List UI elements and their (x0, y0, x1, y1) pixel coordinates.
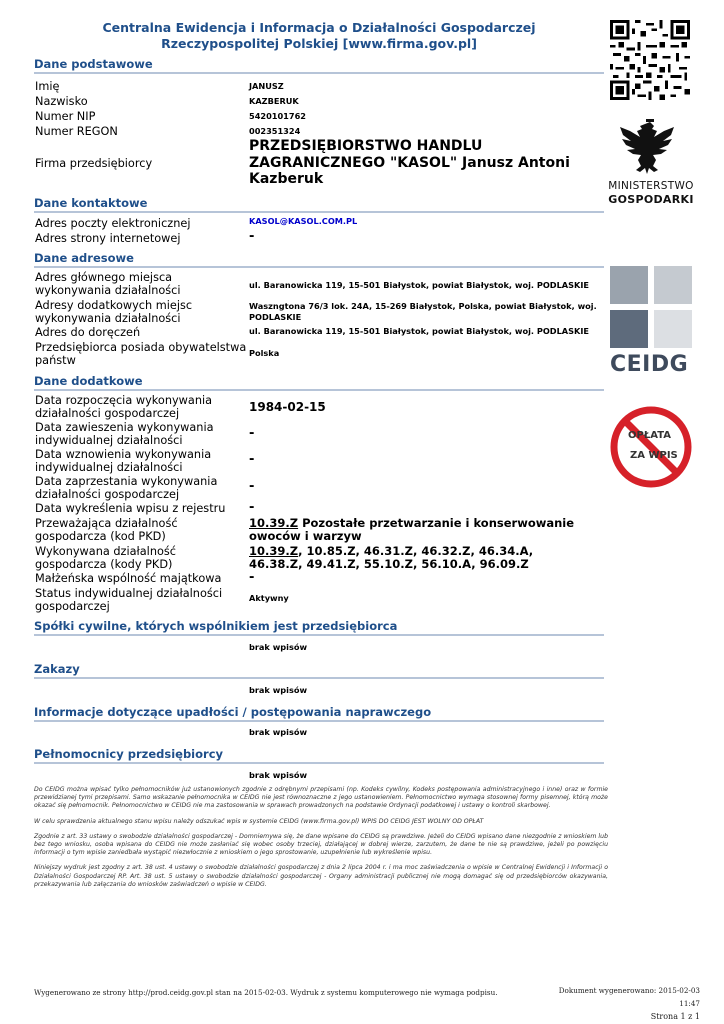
citizenship-value: Polska (249, 348, 280, 358)
start-date-value: 1984-02-15 (249, 400, 326, 414)
no-fee-sign-icon (608, 404, 694, 490)
qr-code-icon (610, 20, 690, 100)
www-label: Adres strony internetowej (35, 232, 181, 245)
resume-date-value: - (249, 452, 255, 467)
ceidg-logo-text: CEIDG (610, 352, 689, 377)
ministry-line-1: MINISTERSTWO (608, 180, 694, 192)
header-line-2: Rzeczypospolitej Polskiej [www.firma.gov.pl] (161, 36, 477, 51)
end-date-label: Data zaprzestania wykonywania działalności gospodarczej (35, 475, 218, 501)
first-name-value: JANUSZ (249, 81, 284, 91)
footer-generated-at: Dokument wygenerowano: 2015-02-03 11:47 (558, 986, 700, 1008)
regon-label: Numer REGON (35, 125, 118, 138)
delivery-address-value: ul. Baranowicka 119, 15-501 Białystok, powiat Białystok, woj. PODLASKIE (249, 326, 590, 336)
legal-note: Do CEIDG można wpisać tylko pełnomocników już ustanowionych zgodnie z odrębnymi przepisami (np. Kodeks cywilny, Kodeks postępowania administracyjnego i inne) oraz w formie przewidzianej tymi przepisami. Samo wskazanie pełnomocnika w CEIDG nie jest równoznaczne z jego ustanowieniem. Pełnomocnictwo wymaga stosownej formy pisemnej, którą może okazać się pełnomocnik. Pełnomocnictwo w CEIDG nie ma zastosowania w sprawach prowadzonych na podstawie Ordynacji podatkowej i ustawy o kontroli skarbowej. (34, 786, 608, 810)
marital-value: - (249, 570, 255, 585)
section-bankruptcy-title: Informacje dotyczące upadłości / postępowania naprawczego (34, 705, 604, 722)
main-pkd-code[interactable]: 10.39.Z (249, 516, 299, 530)
marital-label: Małżeńska wspólność majątkowa (35, 572, 222, 585)
suspend-date-value: - (249, 426, 255, 441)
polish-eagle-icon (620, 118, 680, 180)
document-header (34, 20, 604, 52)
pkd-list-label: Wykonywana działalność gospodarcza (kody PKD) (35, 545, 176, 571)
www-value: - (249, 229, 255, 244)
section-contact-title: Dane kontaktowe (34, 196, 604, 213)
proxies-value: brak wpisów (249, 770, 308, 780)
main-pkd-value (249, 517, 607, 543)
legal-note: W celu sprawdzenia aktualnego stanu wpisu należy odszukać wpis w systemie CEIDG (www.firma.gov.pl) WPIS DO CEIDG JEST WOLNY OD OPŁAT (34, 817, 484, 825)
section-address-title: Dane adresowe (34, 251, 604, 268)
no-fee-line-1: OPŁATA (628, 430, 671, 441)
section-basic-title: Dane podstawowe (34, 57, 604, 74)
section-proxies-title: Pełnomocnicy przedsiębiorcy (34, 747, 604, 764)
legal-note: Niniejszy wydruk jest zgodny z art. 38 ust. 4 ustawy o swobodzie działalności gospodarczej z dnia 2 lipca 2004 r. i ma moc zaświadczenia o wpisie w Centralnej Ewidencji i Informacji o Działalności Gospodarczej RP. Art. 38 ust. 5 ustawy o swobodzie działalności gospodarczej - Organy administracji publicznej nie mogą domagać się od przedsiębiorców okazywania, przekazywania lub załączania do wniosków zaświadczeń o wpisie w CEIDG. (34, 864, 608, 888)
main-pkd-label: Przeważająca działalność gospodarcza (kod PKD) (35, 517, 178, 543)
company-label: Firma przedsiębiorcy (35, 157, 153, 170)
page-number: Strona 1 z 1 (650, 1012, 700, 1021)
pkd-list-value (249, 545, 579, 571)
status-label: Status indywidualnej działalności gospodarczej (35, 587, 223, 613)
ministry-line-2: GOSPODARKI (608, 193, 694, 206)
status-value: Aktywny (249, 593, 289, 603)
start-date-label: Data rozpoczęcia wykonywania działalności gospodarczej (35, 394, 213, 420)
email-label: Adres poczty elektronicznej (35, 217, 191, 230)
section-bans-title: Zakazy (34, 662, 604, 679)
first-name-label: Imię (35, 80, 60, 93)
main-pkd-description: Pozostałe przetwarzanie i konserwowanie owoców i warzyw (249, 516, 575, 543)
partnerships-value: brak wpisów (249, 642, 308, 652)
pkd-rest-codes: , 10.85.Z, 46.31.Z, 46.32.Z, 46.34.A, 46.38.Z, 49.41.Z, 55.10.Z, 56.10.A, 96.09.Z (249, 544, 534, 571)
footer-meta (540, 984, 700, 1023)
ministry-logo (608, 180, 694, 206)
regon-value: 002351324 (249, 126, 301, 136)
extra-address-value: Waszngtona 76/3 lok. 24A, 15-269 Białystok, Polska, powiat Białystok, woj. PODLASKIE (249, 301, 597, 322)
end-date-value: - (249, 479, 255, 494)
last-name-value: KAZBERUK (249, 96, 299, 106)
email-value[interactable]: KASOL@KASOL.COM.PL (249, 216, 358, 226)
pkd-first-code[interactable]: 10.39.Z (249, 544, 299, 558)
suspend-date-label: Data zawieszenia wykonywania indywidualnej działalności (35, 421, 214, 447)
last-name-label: Nazwisko (35, 95, 88, 108)
company-value: PRZEDSIĘBIORSTWO HANDLU ZAGRANICZNEGO "KASOL" Janusz Antoni Kazberuk (249, 138, 570, 187)
deletion-date-label: Data wykreślenia wpisu z rejestru (35, 502, 226, 515)
section-partnerships-title: Spółki cywilne, których wspólnikiem jest przedsiębiorca (34, 619, 604, 636)
legal-notes (34, 786, 608, 896)
bans-value: brak wpisów (249, 685, 308, 695)
legal-note: Zgodnie z art. 33 ustawy o swobodzie działalności gospodarczej - Domniemywa się, że dane wpisane do CEIDG są prawdziwe. Jeżeli do CEIDG wpisano dane niezgodnie z wnioskiem lub bez tego wniosku, osoba wpisana do CEIDG nie może zasłaniać się wobec osoby trzeciej, działającej w dobrej wierze, zarzutem, że dane te nie są prawdziwe, jeżeli po powzięciu informacji o tym wpisie zaniedbała wystąpić niezwłocznie z wnioskiem o jego sprostowanie, uzupełnienie lub wykreślenie wpisu. (34, 832, 608, 857)
no-fee-line-2: ZA WPIS (630, 450, 678, 461)
footer-generated-from: Wygenerowano ze strony http://prod.ceidg.gov.pl stan na 2015-02-03. Wydruk z systemu komputerowego nie wymaga podpisu. (34, 988, 498, 997)
main-address-value: ul. Baranowicka 119, 15-501 Białystok, powiat Białystok, woj. PODLASKIE (249, 280, 590, 290)
resume-date-label: Data wznowienia wykonywania indywidualnej działalności (35, 448, 212, 474)
section-additional-title: Dane dodatkowe (34, 374, 604, 391)
extra-address-label: Adresy dodatkowych miejsc wykonywania działalności (35, 299, 193, 325)
header-line-1: Centralna Ewidencja i Informacja o Działalności Gospodarczej (102, 20, 536, 35)
deletion-date-value: - (249, 500, 255, 515)
main-address-label: Adres głównego miejsca wykonywania działalności (35, 271, 181, 297)
nip-value: 5420101762 (249, 111, 306, 121)
delivery-address-label: Adres do doręczeń (35, 326, 141, 339)
nip-label: Numer NIP (35, 110, 96, 123)
bankruptcy-value: brak wpisów (249, 727, 308, 737)
citizenship-label: Przedsiębiorca posiada obywatelstwa państw (35, 341, 247, 367)
